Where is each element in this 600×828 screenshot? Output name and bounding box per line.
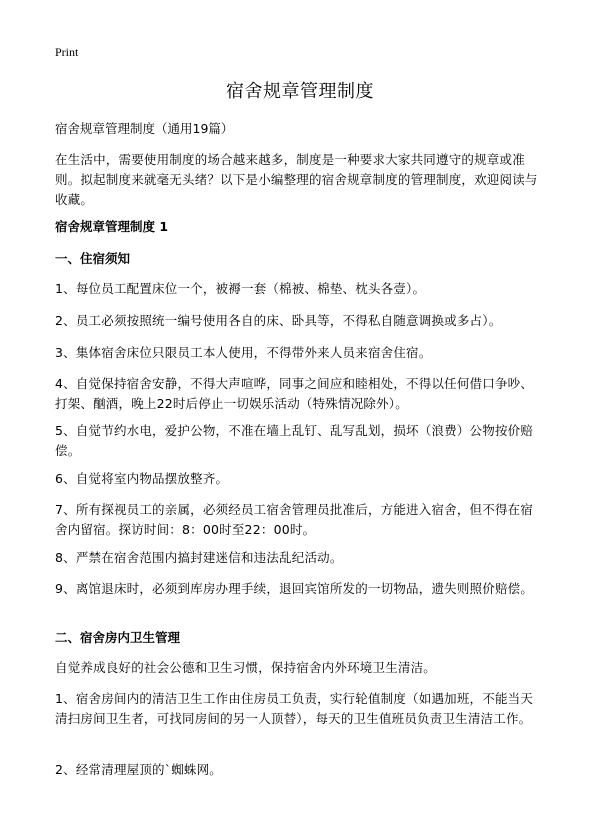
- section-heading: 宿舍规章管理制度 1: [55, 219, 169, 234]
- intro-paragraph: 在生活中，需要使用制度的场合越来越多，制度是一种要求大家共同遵守的规章或准则。拟起制度来就毫无头绪？以下是小编整理的宿舍规章制度的管理制度，欢迎阅读与收藏。: [55, 152, 538, 207]
- list-item: 3、集体宿舍床位只限员工本人使用，不得带外来人员来宿舍住宿。: [55, 345, 432, 360]
- part-heading-hygiene: 二、宿舍房内卫生管理: [55, 630, 181, 645]
- hygiene-intro-paragraph: 自觉养成良好的社会公德和卫生习惯，保持宿舍内外环境卫生清洁。: [55, 660, 437, 675]
- list-item: 7、所有探视员工的亲属，必须经员工宿舍管理员批准后，方能进入宿舍，但不得在宿舍内留宿。探访时间：8：00时至22：00时。: [55, 502, 534, 537]
- list-item: 2、员工必须按照统一编号使用各自的床、卧具等，不得私自随意调换或多占）。: [55, 313, 502, 328]
- print-label[interactable]: Print: [55, 45, 79, 59]
- list-item: 4、自觉保持宿舍安静，不得大声喧哗，同事之间应和睦相处，不得以任何借口争吵、打架、酗酒，晚上22时后停止一切娱乐活动（特殊情况除外）。: [55, 376, 534, 411]
- list-item: 6、自觉将室内物品摆放整齐。: [55, 471, 229, 486]
- part-heading-accommodation: 一、住宿须知: [55, 251, 131, 266]
- list-item: 9、离馆退床时，必须到库房办理手续，退回宾馆所发的一切物品，遗失则照价赔偿。: [55, 581, 534, 596]
- document-subtitle: 宿舍规章管理制度（通用19篇）: [55, 121, 234, 136]
- list-item: 8、严禁在宿舍范围内搞封建迷信和违法乱纪活动。: [55, 550, 343, 565]
- list-item: 5、自觉节约水电，爱护公物，不准在墙上乱钉、乱写乱划，损坏（浪费）公物按价赔偿。: [55, 423, 534, 458]
- list-item: 2、经常清理屋顶的`蜘蛛网。: [55, 762, 223, 777]
- list-item: 1、宿舍房间内的清洁卫生工作由住房员工负责，实行轮值制度（如遇加班，不能当天清扫房间卫生者，可找同房间的另一人顶替），每天的卫生值班员负责卫生清洁工作。: [55, 691, 534, 726]
- list-item: 1、每位员工配置床位一个，被褥一套（棉被、棉垫、枕头各壹）。: [55, 281, 426, 296]
- document-title: 宿舍规章管理制度: [226, 81, 374, 102]
